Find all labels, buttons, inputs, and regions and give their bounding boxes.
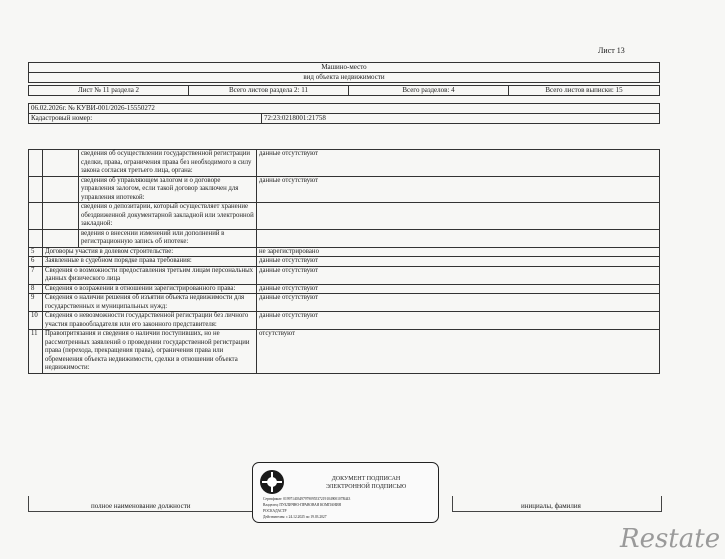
row-value: данные отсутствуют — [257, 266, 660, 284]
table-row — [29, 330, 660, 374]
row-value — [257, 203, 660, 230]
row-number — [29, 229, 43, 247]
extract-sheets-total: Всего листов выписки: 15 — [509, 86, 660, 96]
row-label: Договоры участия в долевом строительстве: — [43, 247, 257, 257]
page-number: Лист 13 — [598, 46, 625, 55]
row-value: данные отсутствуют — [257, 312, 660, 330]
row-label: сведения об осуществлении государственной регистрации сделки, права, ограничения права без необходимого в силу закона согласия третьего лица, органа: — [79, 150, 257, 177]
row-indent — [43, 229, 79, 247]
stamp-certificate: Сертификат: 019971403497979095537219104900107B443 — [263, 497, 351, 501]
restate-watermark: Restate — [620, 524, 721, 554]
table-row — [29, 294, 660, 312]
row-label: Правопритязания и сведения о наличии поступивших, но не рассмотренных заявлений о проведении государственной регистрации права (перехода, прекращения права), ограничения права или обременения объекта недвижимости, сделки в отношении объекта недвижимости: — [43, 330, 257, 374]
position-label: полное наименование должности — [91, 502, 191, 510]
row-value: данные отсутствуют — [257, 294, 660, 312]
table-row — [29, 247, 660, 257]
row-indent — [43, 176, 79, 203]
row-value: отсутствуют — [257, 330, 660, 374]
row-number: 9 — [29, 294, 43, 312]
row-label: Сведения о возражении в отношении зарегистрированного права: — [43, 284, 257, 294]
stamp-title-line-2: ЭЛЕКТРОННОЙ ПОДПИСЬЮ — [325, 484, 407, 490]
section-sheets-total: Всего листов раздела 2: 11 — [189, 86, 349, 96]
table-row — [29, 150, 660, 177]
stamp-owner-name: РОСКАДАСТР — [263, 509, 287, 513]
table-row — [29, 257, 660, 267]
row-value: данные отсутствуют — [257, 257, 660, 267]
name-label: инициалы, фамилия — [521, 502, 581, 510]
sections-total: Всего разделов: 4 — [349, 86, 509, 96]
stamp-validity: Действителен: с 24.12.2025 по 19.03.2027 — [263, 515, 327, 519]
row-number — [29, 150, 43, 177]
e-signature-stamp — [252, 462, 439, 523]
object-type-caption: вид объекта недвижимости — [29, 73, 660, 83]
table-row — [29, 203, 660, 230]
object-header — [28, 62, 660, 83]
sheet-info — [28, 85, 660, 96]
table-row — [29, 312, 660, 330]
cadastral-label: Кадастровый номер: — [29, 114, 262, 124]
rosreestr-logo-icon — [259, 469, 285, 495]
row-value: данные отсутствуют — [257, 150, 660, 177]
row-number — [29, 203, 43, 230]
row-value — [257, 229, 660, 247]
stamp-title — [301, 475, 431, 491]
extract-meta — [28, 103, 660, 124]
row-label: Сведения о наличии решения об изъятии объекта недвижимости для государственных и муниципальных нужд: — [43, 294, 257, 312]
stamp-title-line-1: ДОКУМЕНТ ПОДПИСАН — [331, 476, 401, 482]
name-field — [452, 496, 662, 512]
stamp-owner: Владелец: ПУБЛИЧНО-ПРАВОВАЯ КОМПАНИЯ — [263, 503, 341, 507]
row-label: Заявленные в судебном порядке права требования: — [43, 257, 257, 267]
sheet-number: Лист № 11 раздела 2 — [29, 86, 189, 96]
row-indent — [43, 203, 79, 230]
row-label: Сведения о возможности предоставления третьим лицам персональных данных физического лица — [43, 266, 257, 284]
position-field — [28, 496, 254, 512]
rights-table — [28, 149, 660, 374]
row-number: 10 — [29, 312, 43, 330]
table-row — [29, 229, 660, 247]
row-number — [29, 176, 43, 203]
row-value: данные отсутствуют — [257, 176, 660, 203]
table-row — [29, 284, 660, 294]
table-row — [29, 176, 660, 203]
row-indent — [43, 150, 79, 177]
row-label: Сведения о невозможности государственной регистрации без личного участия правообладателя или его законного представителя: — [43, 312, 257, 330]
row-number: 5 — [29, 247, 43, 257]
row-label: сведения об управляющем залогом и о договоре управления залогом, если такой договор заключен для управления ипотекой: — [79, 176, 257, 203]
row-number: 11 — [29, 330, 43, 374]
row-value: не зарегистрировано — [257, 247, 660, 257]
row-number: 7 — [29, 266, 43, 284]
extract-date-number: 06.02.2026г. № КУВИ-001/2026-15550272 — [29, 104, 660, 114]
row-label: ведения о внесении изменений или дополнений в регистрационную запись об ипотеке: — [79, 229, 257, 247]
table-row — [29, 266, 660, 284]
stamp-details — [263, 496, 350, 520]
row-label: сведения о депозитарии, который осуществляет хранение обездвиженной документарной закладной или электронной закладной: — [79, 203, 257, 230]
cadastral-number: 72:23:0218001:21758 — [262, 114, 660, 124]
object-type: Машино-место — [29, 63, 660, 73]
row-number: 8 — [29, 284, 43, 294]
row-value: данные отсутствуют — [257, 284, 660, 294]
row-number: 6 — [29, 257, 43, 267]
